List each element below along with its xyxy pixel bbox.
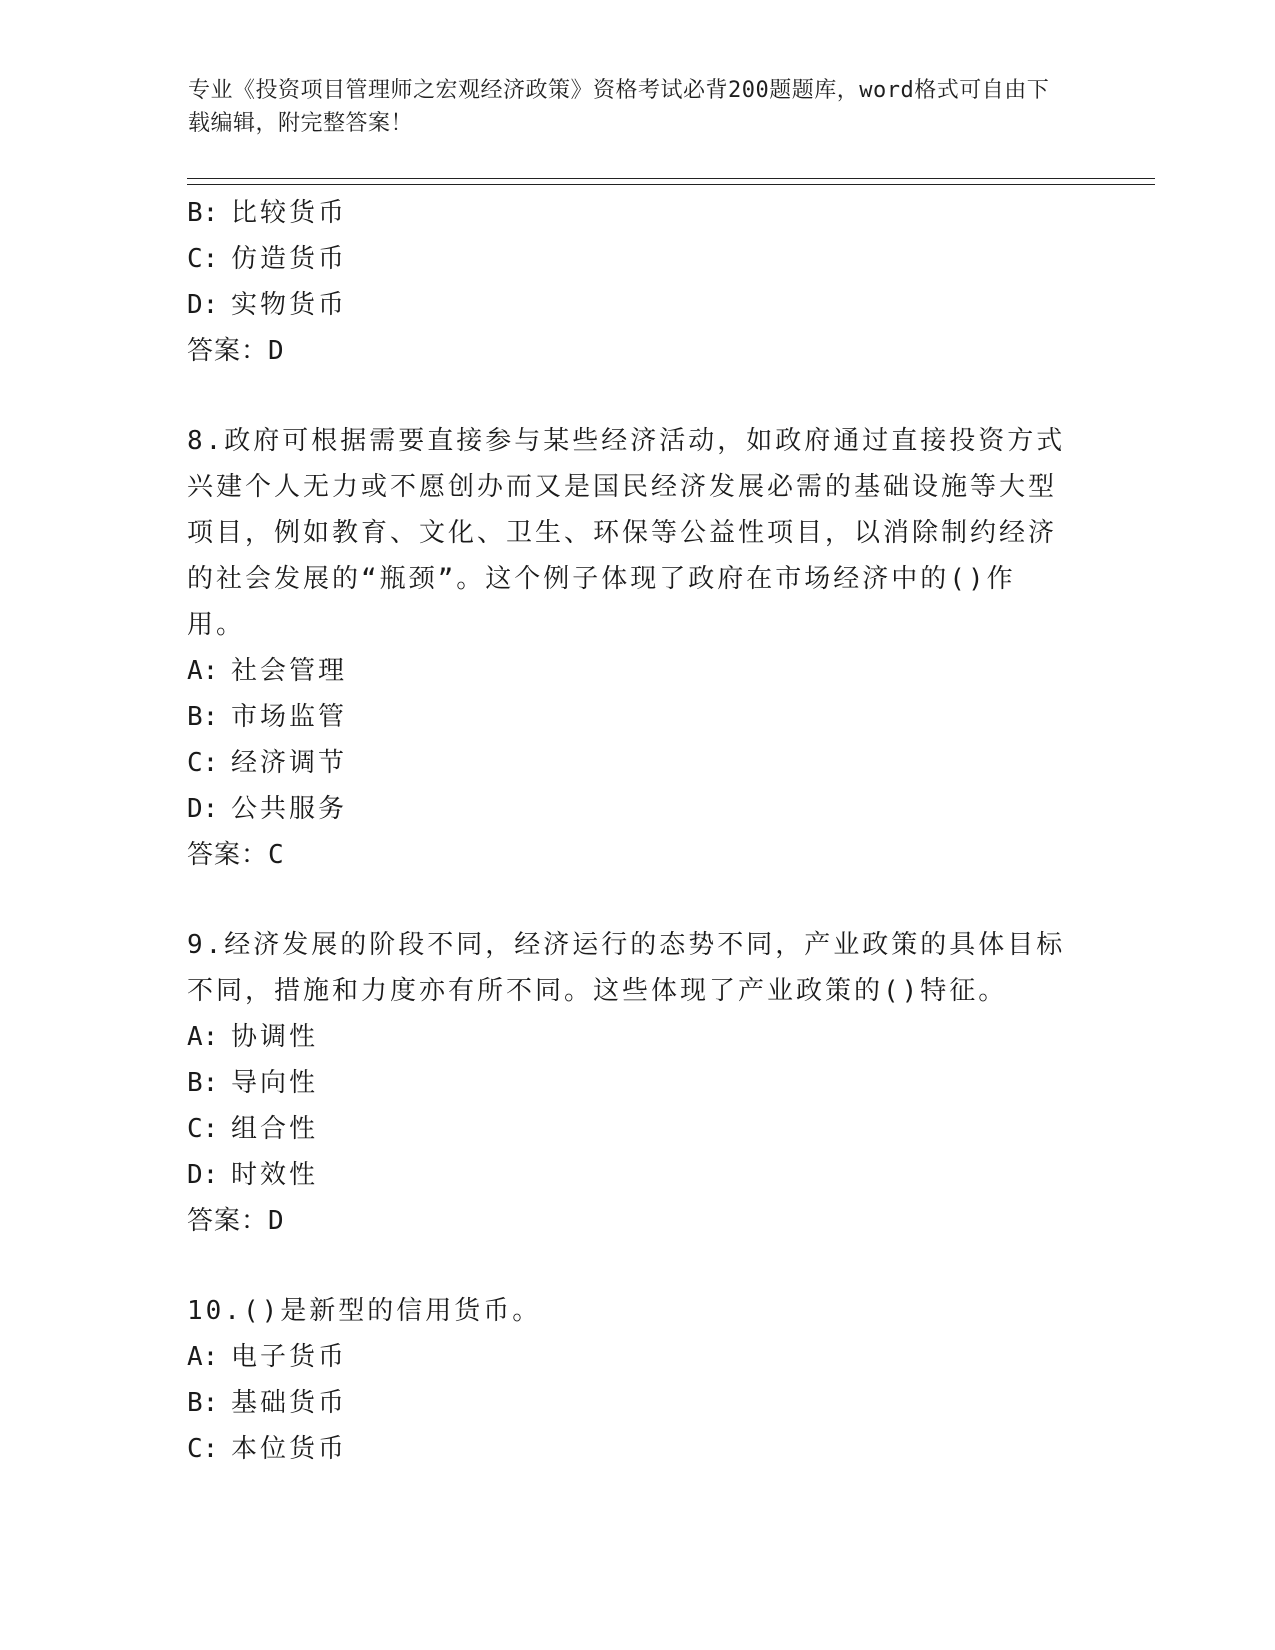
option-letter: D: — [187, 290, 219, 320]
option-a — [187, 1014, 1067, 1060]
option-c — [187, 1426, 1067, 1472]
option-letter: B: — [187, 702, 219, 732]
option-letter: B: — [187, 1388, 219, 1418]
question-9 — [187, 922, 1067, 1244]
document-title: 专业《投资项目管理师之宏观经济政策》资格考试必背200题题库，word格式可自由下载编辑，附完整答案！ — [188, 78, 1050, 136]
option-text: 基础货币 — [231, 1388, 348, 1418]
option-letter: D: — [187, 1160, 219, 1190]
option-text: 时效性 — [231, 1160, 319, 1190]
option-d — [187, 282, 1067, 328]
question-7 — [187, 190, 1067, 374]
question-10 — [187, 1288, 1067, 1472]
option-b — [187, 190, 1067, 236]
header-divider — [187, 178, 1155, 185]
option-text: 组合性 — [231, 1114, 319, 1144]
option-letter: C: — [187, 1114, 219, 1144]
option-text: 经济调节 — [231, 748, 348, 778]
spacer — [187, 878, 1067, 922]
option-letter: A: — [187, 1022, 219, 1052]
option-letter: B: — [187, 198, 219, 228]
option-letter: C: — [187, 1434, 219, 1464]
answer: 答案：D — [187, 1206, 285, 1236]
option-a — [187, 1334, 1067, 1380]
option-d — [187, 786, 1067, 832]
question-stem: 9.经济发展的阶段不同，经济运行的态势不同，产业政策的具体目标不同，措施和力度亦有所不同。这些体现了产业政策的()特征。 — [187, 930, 1066, 1006]
option-letter: C: — [187, 244, 219, 274]
page-header — [188, 74, 1068, 140]
spacer — [187, 1244, 1067, 1288]
option-text: 导向性 — [231, 1068, 319, 1098]
option-text: 比较货币 — [231, 198, 348, 228]
question-stem: 10.()是新型的信用货币。 — [187, 1296, 542, 1326]
option-text: 市场监管 — [231, 702, 348, 732]
option-text: 社会管理 — [231, 656, 348, 686]
option-letter: D: — [187, 794, 219, 824]
option-a — [187, 648, 1067, 694]
option-text: 仿造货币 — [231, 244, 348, 274]
option-text: 电子货币 — [231, 1342, 348, 1372]
answer: 答案：C — [187, 840, 285, 870]
question-list — [187, 190, 1067, 1472]
option-c — [187, 1106, 1067, 1152]
spacer — [187, 374, 1067, 418]
option-c — [187, 740, 1067, 786]
question-stem: 8.政府可根据需要直接参与某些经济活动，如政府通过直接投资方式兴建个人无力或不愿创办而又是国民经济发展必需的基础设施等大型项目，例如教育、文化、卫生、环保等公益性项目，以消除制约经济的社会发展的“瓶颈”。这个例子体现了政府在市场经济中的()作用。 — [187, 426, 1066, 640]
option-b — [187, 1380, 1067, 1426]
option-text: 协调性 — [231, 1022, 319, 1052]
answer: 答案：D — [187, 336, 285, 366]
option-text: 公共服务 — [231, 794, 348, 824]
option-b — [187, 694, 1067, 740]
option-letter: B: — [187, 1068, 219, 1098]
option-text: 本位货币 — [231, 1434, 348, 1464]
option-letter: A: — [187, 1342, 219, 1372]
option-d — [187, 1152, 1067, 1198]
option-letter: A: — [187, 656, 219, 686]
option-letter: C: — [187, 748, 219, 778]
option-text: 实物货币 — [231, 290, 348, 320]
option-c — [187, 236, 1067, 282]
question-8 — [187, 418, 1067, 878]
option-b — [187, 1060, 1067, 1106]
